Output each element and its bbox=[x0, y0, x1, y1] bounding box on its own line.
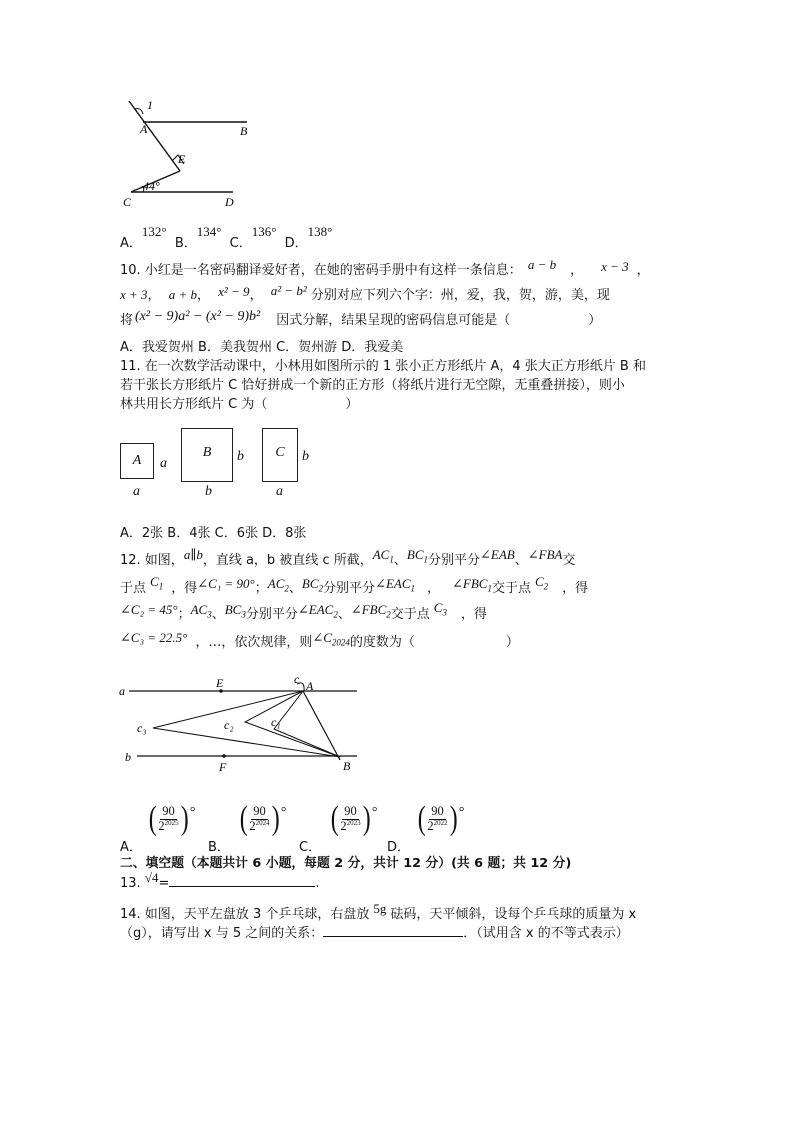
fig12-label-E: E bbox=[216, 676, 224, 690]
fig12-label-b: b bbox=[125, 750, 131, 764]
figure-q9 bbox=[115, 95, 275, 210]
q12-fraction-d: ( 90 $2^{2022}$ ) ° bbox=[417, 800, 465, 837]
fig12-label-c3: c₃ bbox=[137, 721, 147, 735]
q9-opt-d: D． bbox=[284, 236, 308, 251]
q11-line3: 林共用长方形纸片 C 为（ ） bbox=[120, 397, 359, 412]
q12-fraction-a: ( 90 $2^{2025}$ ) ° bbox=[148, 800, 196, 837]
fig9-label-D: D bbox=[225, 195, 234, 209]
q10-expr-2: x − 3 bbox=[601, 259, 629, 274]
q10-factor-expr: (x² − 9)a² − (x² − 9)b² bbox=[135, 309, 261, 324]
q10-mid: 分别对应下列六个字：州，爱，我，贺，游，美，现 bbox=[310, 288, 610, 303]
q9-val-b: 134° bbox=[196, 223, 222, 239]
fig12-label-A: A bbox=[306, 679, 314, 693]
q9-val-d: 138° bbox=[307, 223, 333, 239]
card-a-side-bottom: a bbox=[133, 484, 140, 499]
q12-opt-b: B． bbox=[208, 840, 230, 855]
fig12-label-c2: c₂ bbox=[224, 718, 234, 732]
fig12-label-c: c bbox=[294, 672, 300, 686]
q12-opt-c: C． bbox=[299, 840, 322, 855]
fig12-label-a: a bbox=[119, 684, 125, 698]
q12-line1: 12. 如图，a∥b，直线 a，b 被直线 c 所截，$AC_1$、$BC_1$分别平分∠EAB、∠FBA交 bbox=[120, 547, 576, 568]
card-b-side-bottom: b bbox=[205, 484, 212, 499]
card-b: B bbox=[181, 428, 233, 482]
q12-line3: ∠C₂ = 45°；$AC_3$、$BC_3$分别平分$\angle EAC_2$、$\angle FBC_2$交于点 $C_3$ ，得 bbox=[120, 600, 487, 622]
fig12-label-B: B bbox=[343, 759, 351, 773]
q10-line2: x + 3， a + b， x² − 9， a² − b² 分别对应下列六个字：州，爱，我，贺，游，美，现 bbox=[120, 283, 610, 303]
q14-line2: （g），请写出 x 与 5 之间的关系： ．（试用含 x 的不等式表示） bbox=[120, 926, 629, 941]
q10-expr-6: a² − b² bbox=[270, 283, 307, 298]
q14-line1: 14. 如图，天平左盘放 3 个乒乓球，右盘放 5g 砝码，天平倾斜，设每个乒乓球的质量为 x bbox=[120, 901, 637, 922]
q10-expr-5: x² − 9 bbox=[218, 284, 250, 299]
card-c: C bbox=[262, 428, 298, 482]
q9-options bbox=[120, 223, 333, 251]
q10-jiang: 将 bbox=[120, 313, 134, 328]
q12-line2: 于点 $C_1$ ，得∠C₁ = 90°；$AC_2$、$BC_2$分别平分$\angle EAC_1$ ， $\angle FBC_1$交于点 $C_2$ ，得 bbox=[120, 574, 589, 596]
q12-fraction-c: ( 90 $2^{2023}$ ) ° bbox=[330, 800, 378, 837]
q12-line4: ∠C₃ = 22.5° ，…，依次规律，则$\angle C_{2024}$的度数为（ ） bbox=[120, 630, 519, 650]
q9-opt-b: B． bbox=[174, 236, 197, 251]
section-2-heading: 二、填空题（本题共计 6 小题，每题 2 分，共计 12 分）(共 6 题；共 12 分) bbox=[120, 856, 572, 871]
card-c-side-bottom: a bbox=[276, 484, 283, 499]
q13-answer-blank[interactable] bbox=[169, 886, 315, 887]
q14-weight: 5g bbox=[373, 901, 387, 916]
q10-options: A．我爱贺州 B．美我贺州 C．贺州游 D．我爱美 bbox=[120, 340, 404, 355]
fig9-label-A: A bbox=[140, 122, 148, 136]
q14-answer-blank[interactable] bbox=[323, 936, 463, 937]
card-c-side-right: b bbox=[302, 449, 309, 464]
q11-line2: 若干张长方形纸片 C 恰好拼成一个新的正方形（将纸片进行无空隙，无重叠拼接），则小 bbox=[120, 378, 625, 393]
fig9-angle: 44° bbox=[143, 179, 160, 193]
q13-label: 13. bbox=[120, 876, 141, 891]
q10-expr-1: a − b bbox=[527, 257, 557, 272]
q13-eq: = bbox=[158, 876, 170, 891]
q11-options: A．2张 B．4张 C．6张 D．8张 bbox=[120, 526, 307, 541]
q13: 13. √4= . bbox=[120, 870, 320, 891]
fig12-label-c1: c₁ bbox=[271, 715, 281, 729]
q9-val-a: 132° bbox=[141, 223, 167, 239]
card-a: A bbox=[120, 443, 154, 479]
q11-line1: 11. 在一次数学活动课中，小林用如图所示的 1 张小正方形纸片 A，4 张大正方形纸片 B 和 bbox=[120, 359, 646, 374]
card-b-side-right: b bbox=[237, 449, 244, 464]
q12-opt-d: D． bbox=[387, 840, 411, 855]
q9-val-c: 136° bbox=[251, 223, 277, 239]
q10-expr-3: x + 3 bbox=[120, 287, 148, 302]
q10-lead: 10. 小红是一名密码翻译爱好者，在她的密码手册中有这样一条信息： bbox=[120, 263, 522, 278]
q10-tail: 因式分解，结果呈现的密码信息可能是（ ） bbox=[276, 313, 602, 328]
q10-line1: 10. 小红是一名密码翻译爱好者，在她的密码手册中有这样一条信息： a − b ， x − 3 ， bbox=[120, 257, 650, 278]
q12-fraction-b: ( 90 $2^{2024}$ ) ° bbox=[239, 800, 287, 837]
fig9-label-C: C bbox=[123, 195, 132, 209]
q12-opt-a: A． bbox=[120, 840, 142, 855]
card-a-side-right: a bbox=[160, 456, 167, 471]
figure-q12 bbox=[115, 672, 375, 782]
fig9-label-E: E bbox=[178, 152, 186, 166]
q10-expr-4: a + b bbox=[168, 287, 197, 302]
fig9-label-B: B bbox=[240, 124, 248, 138]
fig9-label-1: 1 bbox=[147, 98, 153, 112]
q13-expr: √4 bbox=[144, 870, 159, 885]
q10-line3 bbox=[120, 309, 601, 329]
q9-opt-a: A． bbox=[120, 236, 142, 251]
q9-opt-c: C． bbox=[229, 236, 252, 251]
fig12-label-F: F bbox=[219, 760, 227, 774]
